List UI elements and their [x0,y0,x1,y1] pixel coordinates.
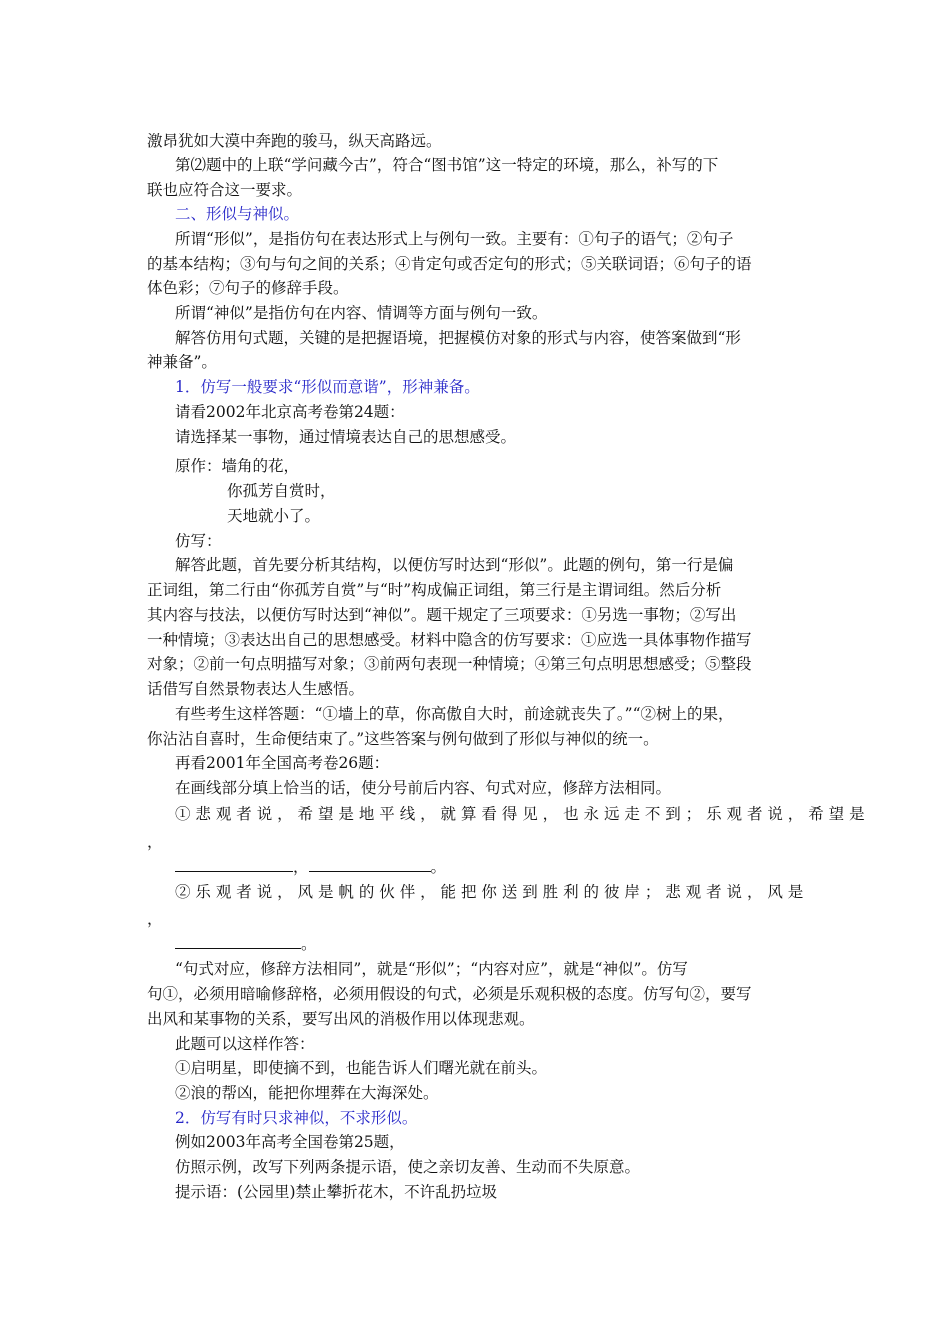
paragraph-line: 提示语：(公园里)禁止攀折花木，不许乱扔垃圾 [175,1183,498,1201]
paragraph-line: 句①，必须用暗喻修辞格，必须用假设的句式，必须是乐观积极的态度。仿写句②，要写 [147,985,752,1003]
paragraph-line: 仿照示例，改写下列两条提示语，使之亲切友善、生动而不失原意。 [175,1158,641,1176]
fill-blank-line: ， 。 [175,857,845,877]
question-line: ② 乐 观 者 说 ， 风 是 帆 的 伙 伴 ， 能 把 你 送 到 胜 利 的 彼 岸 ； 悲 观 者 说 ， 风 是 [175,883,804,901]
paragraph-line: 解答仿用句式题，关键的是把握语境，把握模仿对象的形式与内容，使答案做到“形 [175,329,741,347]
paragraph-line: 神兼备”。 [147,353,217,371]
poem-line: 你孤芳自赏时， [227,482,336,500]
paragraph-line: ， [147,833,163,851]
paragraph-line: 请看2002年北京高考卷第24题： [175,403,405,421]
paragraph-line: 对象；②前一句点明描写对象；③前两句表现一种情境；④第三句点明思想感受；⑤整段 [147,655,752,673]
paragraph-line: 联也应符合这一要求。 [147,181,303,199]
paragraph-line: 在画线部分填上恰当的话，使分号前后内容、句式对应，修辞方法相同。 [175,779,672,797]
subsection-heading: 2．仿写有时只求神似，不求形似。 [175,1109,418,1127]
answer-blank[interactable] [175,934,301,949]
poem-line: 天地就小了。 [227,507,321,525]
paragraph-line: 出风和某事物的关系，要写出风的消极作用以体现悲观。 [147,1010,535,1028]
section-heading: 二、形似与神似。 [175,205,300,223]
paragraph-line: 话借写自然景物表达人生感悟。 [147,680,365,698]
paragraph-line: 解答此题，首先要分析其结构，以便仿写时达到“形似”。此题的例句，第一行是偏 [175,556,734,574]
fill-blank-line: 。 [175,934,845,954]
paragraph-line: 请选择某一事物，通过情境表达自己的思想感受。 [175,428,517,446]
paragraph-line: 再看2001年全国高考卷26题： [175,754,390,772]
paragraph-line: 例如2003年高考全国卷第25题， [175,1133,405,1151]
paragraph-line: 你沾沾自喜时，生命便结束了。”这些答案与例句做到了形似与神似的统一。 [147,730,659,748]
poem-line: 原作：墙角的花， [175,457,300,475]
answer-blank[interactable] [309,857,431,872]
paragraph-line: 第⑵题中的上联“学问藏今古”，符合“图书馆”这一特定的环境，那么，补写的下 [175,156,719,174]
paragraph-line: “句式对应，修辞方法相同”，就是“形似”；“内容对应”，就是“神似”。仿写 [175,960,688,978]
paragraph-line: 所谓“神似”是指仿句在内容、情调等方面与例句一致。 [175,304,548,322]
answer-line: ①启明星，即使摘不到，也能告诉人们曙光就在前头。 [175,1059,548,1077]
subsection-heading: 1．仿写一般要求“形似而意谐”，形神兼备。 [175,378,480,396]
answer-line: ②浪的帮凶，能把你埋葬在大海深处。 [175,1084,439,1102]
paragraph-line: 激昂犹如大漠中奔跑的骏马，纵天高路远。 [147,132,442,150]
paragraph-line: 正词组，第二行由“你孤芳自赏”与“时”构成偏正词组，第三行是主谓词组。然后分析 [147,581,722,599]
answer-blank[interactable] [175,857,293,872]
question-line: ① 悲 观 者 说 ， 希 望 是 地 平 线 ， 就 算 看 得 见 ， 也 永 远 走 不 到 ； 乐 观 者 说 ， 希 望 是 [175,805,865,823]
paragraph-line: 其内容与技法，以便仿写时达到“神似”。题干规定了三项要求：①另选一事物；②写出 [147,606,737,624]
paragraph-line: 有些考生这样答题：“①墙上的草，你高傲自大时，前途就丧失了。”“②树上的果， [175,705,734,723]
paragraph-line: 的基本结构；③句与句之间的关系；④肯定句或否定句的形式；⑤关联词语；⑥句子的语 [147,255,752,273]
paragraph-line: 体色彩；⑦句子的修辞手段。 [147,279,349,297]
paragraph-line: 此题可以这样作答： [175,1035,315,1053]
paragraph-line: 所谓“形似”，是指仿句在表达形式上与例句一致。主要有：①句子的语气；②句子 [175,230,734,248]
paragraph-line: 仿写： [175,532,222,550]
paragraph-line: 一种情境；③表达出自己的思想感受。材料中隐含的仿写要求：①应选一具体事物作描写 [147,631,752,649]
paragraph-line: ， [147,910,163,928]
